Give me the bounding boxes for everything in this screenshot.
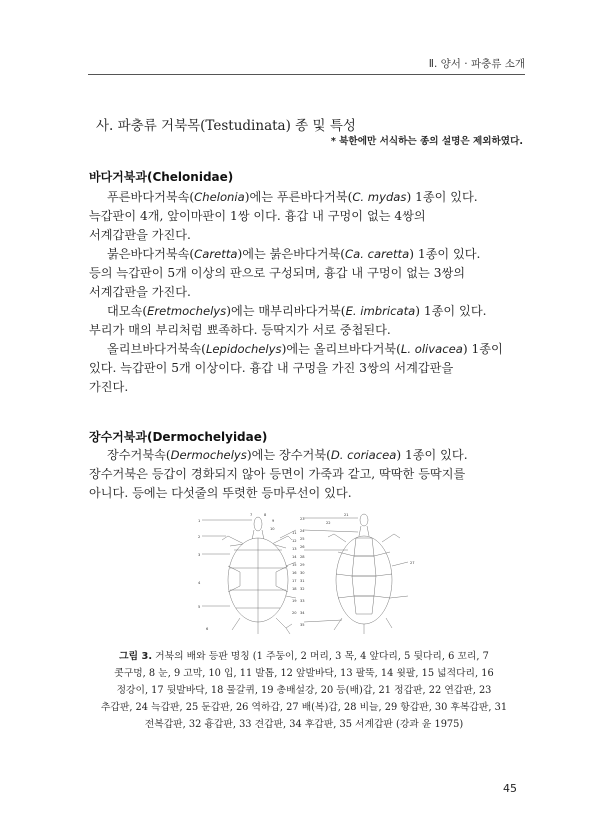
section-note: * 북한에만 서식하는 종의 설명은 제외하였다.	[330, 136, 523, 147]
running-header	[88, 56, 525, 74]
family-title-cheloniidae: 바다거북과(Chelonidae)	[89, 170, 234, 184]
figure-label: 24	[300, 529, 305, 533]
figure-label: 18	[292, 587, 297, 591]
figure-label: 30	[300, 571, 305, 575]
header-rule	[88, 74, 525, 75]
figure-label: 9	[272, 519, 275, 523]
caption-line: 추갑판, 24 늑갑판, 25 둔갑판, 26 역하갑, 27 배(복)갑, 28 비늘, 29 항갑판, 30 후복갑판, 31	[100, 702, 508, 713]
figure-label: 10	[270, 527, 275, 531]
cheloniidae-text	[89, 188, 529, 397]
paragraph-eretmochelys: 대모속(Eretmochelys)에는 매부리바다거북(E. imbricata) 1종이 있다.	[107, 304, 487, 318]
figure-label: 25	[300, 537, 305, 541]
figure-label: 13	[292, 547, 297, 551]
figure-label: 16	[292, 571, 297, 575]
figure-label: 15	[292, 563, 297, 567]
figure-label: 17	[292, 579, 297, 583]
figure-label: 19	[292, 599, 297, 603]
text-line: 가진다.	[89, 380, 129, 394]
turtle-anatomy-figure	[196, 510, 418, 638]
text-line: 장수거북은 등갑이 경화되지 않아 등면이 가죽과 같고, 딱딱한 등딱지를	[89, 467, 466, 481]
figure-label: 7	[250, 513, 253, 517]
caption-line: 그림 3. 거북의 배와 등판 명칭 (1 주둥이, 2 머리, 3 목, 4 앞다리, 5 뒷다리, 6 꼬리, 7	[119, 651, 489, 662]
figure-label: 4	[198, 581, 201, 585]
text-line: 부리가 매의 부리처럼 뾰족하다. 등딱지가 서로 중첩된다.	[89, 323, 391, 337]
paragraph-caretta: 붉은바다거북속(Caretta)에는 붉은바다거북(Ca. caretta) 1종이 있다.	[107, 247, 481, 261]
figure-label: 32	[300, 587, 305, 591]
section-title: 사. 파충류 거북목(Testudinata) 종 및 특성	[96, 118, 356, 134]
paragraph-chelonia: 푸른바다거북속(Chelonia)에는 푸른바다거북(C. mydas) 1종이 있다.	[107, 190, 478, 204]
figure-label: 2	[198, 535, 201, 539]
text-line: 늑갑판이 4개, 앞이마판이 1쌍 이다. 흉갑 내 구멍이 없는 4쌍의	[89, 209, 426, 223]
figure-label: 6	[206, 627, 209, 631]
figure-label: 8	[264, 513, 267, 517]
text-line: 아니다. 등에는 다섯줄의 뚜렷한 등마루선이 있다.	[89, 486, 352, 500]
figure-label: 23	[300, 517, 305, 521]
figure-label: 14	[292, 555, 297, 559]
figure-label: 31	[300, 579, 305, 583]
figure-label: 33	[300, 599, 305, 603]
running-title: Ⅱ. 양서 · 파충류 소개	[428, 58, 525, 70]
figure-label: 5	[198, 605, 201, 609]
figure-label: 11	[292, 531, 297, 535]
page-number: 45	[503, 782, 517, 795]
text-line: 서계갑판을 가진다.	[89, 228, 191, 242]
figure-label: 27	[410, 561, 415, 565]
paragraph-dermochelys: 장수거북속(Dermochelys)에는 장수거북(D. coriacea) 1종이 있다.	[107, 448, 468, 462]
caption-line: 정강이, 17 뒷발바닥, 18 물갈퀴, 19 총배설강, 20 등(배)갑, 21 정갑판, 22 연갑판, 23	[116, 685, 492, 696]
family-title-dermochelyidae: 장수거북과(Dermochelyidae)	[89, 430, 268, 444]
figure-label: 22	[326, 521, 331, 525]
dermochelyidae-text	[89, 446, 529, 503]
figure-caption	[100, 648, 508, 733]
figure-label: 1	[198, 519, 201, 523]
turtle-diagram	[196, 510, 418, 638]
figure-label: 12	[292, 539, 297, 543]
text-line: 등의 늑갑판이 5개 이상의 판으로 구성되며, 흉갑 내 구멍이 없는 3쌍의	[89, 266, 465, 280]
figure-label: 29	[300, 563, 305, 567]
caption-line: 전복갑판, 32 흉갑판, 33 견갑판, 34 후갑판, 35 서계갑판 (강과 윤 1975)	[144, 719, 464, 730]
figure-label: 28	[300, 555, 305, 559]
text-line: 있다. 늑갑판이 5개 이상이다. 흉갑 내 구멍을 가진 3쌍의 서계갑판을	[89, 361, 454, 375]
figure-number: 그림 3.	[119, 651, 153, 662]
text-line: 서계갑판을 가진다.	[89, 285, 191, 299]
figure-label: 3	[198, 553, 201, 557]
paragraph-lepidochelys: 올리브바다거북속(Lepidochelys)에는 올리브바다거북(L. olivacea) 1종이	[107, 342, 503, 356]
figure-label: 34	[300, 611, 305, 615]
figure-label: 20	[292, 611, 297, 615]
figure-label: 26	[300, 545, 305, 549]
figure-label: 35	[300, 623, 305, 627]
figure-label: 21	[344, 513, 349, 517]
caption-line: 콧구멍, 8 눈, 9 고막, 10 입, 11 발톱, 12 앞발바닥, 13 팔뚝, 14 윗팔, 15 넓적다리, 16	[114, 668, 494, 679]
